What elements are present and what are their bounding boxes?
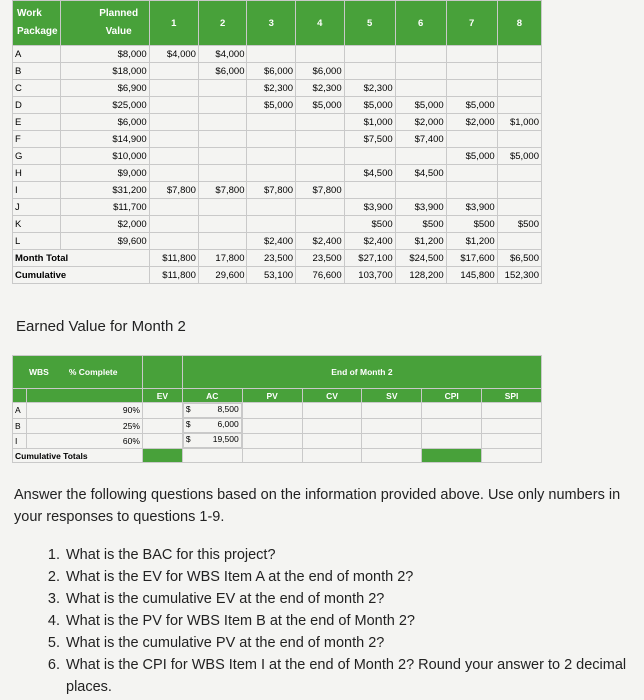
ev-row [13, 433, 542, 449]
row-month-8-value: $500 [497, 216, 541, 233]
cumulative-7: 145,800 [446, 267, 497, 284]
row-month-5-value [344, 148, 395, 165]
row-wp-label: E [13, 114, 61, 131]
ev-row-empty [362, 403, 422, 419]
ev-header-blank-1 [13, 389, 27, 403]
row-month-5-value: $3,900 [344, 199, 395, 216]
header-month-1: 1 [149, 1, 198, 46]
ev-row-ac-currency: $ [185, 419, 191, 429]
row-month-5-value: $2,300 [344, 80, 395, 97]
row-wp-label: D [13, 97, 61, 114]
ev-row [13, 403, 542, 419]
row-wp-label: J [13, 199, 61, 216]
month-total-label: Month Total [13, 250, 150, 267]
schedule-row [13, 114, 542, 131]
month-total-row [13, 250, 542, 267]
row-month-4-value: $7,800 [296, 182, 345, 199]
row-month-3-value [247, 131, 296, 148]
ev-row-empty [242, 433, 302, 449]
row-month-4-value [296, 165, 345, 182]
row-month-7-value [446, 131, 497, 148]
ev-totals-cell [422, 449, 482, 463]
schedule-header-row [13, 1, 542, 46]
ev-header-wbs-label: WBS [29, 367, 49, 377]
ev-row-ac [183, 418, 242, 433]
row-month-6-value: $5,000 [395, 97, 446, 114]
cumulative-1: $11,800 [149, 267, 198, 284]
row-month-7-value [446, 182, 497, 199]
ev-row-empty [422, 403, 482, 419]
row-month-8-value: $1,000 [497, 114, 541, 131]
schedule-row [13, 131, 542, 148]
cumulative-6: 128,200 [395, 267, 446, 284]
row-month-4-value [296, 114, 345, 131]
row-month-2-value [198, 97, 247, 114]
row-month-8-value [497, 131, 541, 148]
ev-row-ev [142, 433, 182, 449]
month-total-5: $27,100 [344, 250, 395, 267]
row-month-6-value [395, 46, 446, 63]
question-item: 6. What is the CPI for WBS Item I at the end of Month 2? Round your answer to 2 decimal places. [64, 654, 644, 698]
row-month-2-value [198, 148, 247, 165]
schedule-row [13, 233, 542, 250]
row-month-7-value: $5,000 [446, 148, 497, 165]
ev-row-ac-value: 6,000 [217, 419, 239, 429]
row-month-3-value: $5,000 [247, 97, 296, 114]
header-month-2: 2 [198, 1, 247, 46]
row-planned-value: $11,700 [60, 199, 149, 216]
row-month-4-value: $2,300 [296, 80, 345, 97]
header-month-3: 3 [247, 1, 296, 46]
row-wp-label: K [13, 216, 61, 233]
ev-row-empty [242, 418, 302, 433]
row-month-2-value [198, 233, 247, 250]
section-title: Earned Value for Month 2 [16, 318, 186, 335]
row-month-1-value [149, 131, 198, 148]
row-month-4-value [296, 46, 345, 63]
schedule-row [13, 148, 542, 165]
row-month-4-value [296, 131, 345, 148]
question-item: 5. What is the cumulative PV at the end of month 2? [64, 632, 644, 654]
row-month-1-value [149, 114, 198, 131]
row-month-3-value [247, 199, 296, 216]
header-month-7: 7 [446, 1, 497, 46]
ev-row-ac-currency: $ [185, 434, 191, 444]
ev-row-empty [422, 433, 482, 449]
row-month-5-value: $500 [344, 216, 395, 233]
row-month-8-value: $5,000 [497, 148, 541, 165]
question-list [44, 544, 644, 698]
schedule-row [13, 165, 542, 182]
schedule-row [13, 199, 542, 216]
ev-header-col-ev: EV [142, 389, 182, 403]
ev-row-empty [422, 418, 482, 433]
cumulative-2: 29,600 [198, 267, 247, 284]
ev-row-ev [142, 403, 182, 419]
row-month-7-value: $2,000 [446, 114, 497, 131]
ev-row-ac-value: 8,500 [217, 404, 239, 414]
ev-header-col-cpi: CPI [422, 389, 482, 403]
row-month-6-value: $7,400 [395, 131, 446, 148]
row-planned-value: $2,000 [60, 216, 149, 233]
schedule-sheet [12, 0, 542, 284]
row-month-4-value [296, 148, 345, 165]
schedule-row [13, 216, 542, 233]
ev-header-row-1 [13, 356, 542, 389]
ev-row-empty [362, 418, 422, 433]
ev-totals-cell [302, 449, 362, 463]
question-item: 3. What is the cumulative EV at the end of month 2? [64, 588, 644, 610]
row-month-6-value: $500 [395, 216, 446, 233]
row-month-8-value [497, 165, 541, 182]
row-month-2-value: $4,000 [198, 46, 247, 63]
ev-header-col-spi: SPI [482, 389, 542, 403]
ev-totals-cell [142, 449, 182, 463]
row-month-6-value: $3,900 [395, 199, 446, 216]
month-total-7: $17,600 [446, 250, 497, 267]
row-month-3-value [247, 165, 296, 182]
row-month-2-value [198, 216, 247, 233]
row-month-3-value: $6,000 [247, 63, 296, 80]
row-month-8-value [497, 97, 541, 114]
row-month-2-value: $7,800 [198, 182, 247, 199]
month-total-2: 17,800 [198, 250, 247, 267]
row-month-1-value [149, 63, 198, 80]
row-month-5-value [344, 182, 395, 199]
ev-header-pct-label: % Complete [68, 367, 118, 377]
row-month-2-value [198, 114, 247, 131]
cumulative-8: 152,300 [497, 267, 541, 284]
row-month-1-value [149, 97, 198, 114]
schedule-table [12, 0, 542, 284]
row-month-7-value [446, 46, 497, 63]
ev-totals-cell [362, 449, 422, 463]
ev-table [12, 355, 542, 463]
row-planned-value: $6,000 [60, 114, 149, 131]
row-month-6-value [395, 182, 446, 199]
row-month-2-value [198, 80, 247, 97]
ev-row-ev [142, 418, 182, 433]
month-total-4: 23,500 [296, 250, 345, 267]
row-month-7-value: $3,900 [446, 199, 497, 216]
row-wp-label: H [13, 165, 61, 182]
row-month-4-value [296, 216, 345, 233]
row-month-4-value: $6,000 [296, 63, 345, 80]
row-month-7-value [446, 80, 497, 97]
ev-row-empty [302, 433, 362, 449]
cumulative-3: 53,100 [247, 267, 296, 284]
row-month-5-value: $2,400 [344, 233, 395, 250]
ev-sheet [12, 355, 542, 463]
row-month-2-value [198, 131, 247, 148]
ev-row-wbs: B [13, 418, 27, 433]
header-work-package: Work Package [13, 1, 61, 46]
ev-totals-cell [482, 449, 542, 463]
row-month-8-value [497, 80, 541, 97]
row-planned-value: $6,900 [60, 80, 149, 97]
row-month-3-value [247, 216, 296, 233]
row-month-6-value [395, 80, 446, 97]
row-month-5-value [344, 46, 395, 63]
month-total-8: $6,500 [497, 250, 541, 267]
ev-row-empty [482, 403, 542, 419]
ev-row-wbs: A [13, 403, 27, 419]
ev-row-empty [482, 418, 542, 433]
row-month-5-value: $4,500 [344, 165, 395, 182]
row-month-2-value [198, 199, 247, 216]
row-month-6-value [395, 63, 446, 80]
ev-totals-row [13, 449, 542, 463]
row-month-7-value: $500 [446, 216, 497, 233]
ev-header-blank-2 [26, 389, 142, 403]
schedule-row [13, 46, 542, 63]
ev-row-empty [482, 433, 542, 449]
ev-header-col-pv: PV [242, 389, 302, 403]
row-month-4-value: $2,400 [296, 233, 345, 250]
ev-row-ac [183, 403, 242, 418]
row-month-1-value [149, 80, 198, 97]
row-month-4-value [296, 199, 345, 216]
row-month-3-value [247, 148, 296, 165]
row-month-8-value [497, 233, 541, 250]
row-month-2-value: $6,000 [198, 63, 247, 80]
cumulative-5: 103,700 [344, 267, 395, 284]
ev-row-empty [362, 433, 422, 449]
row-month-3-value: $2,300 [247, 80, 296, 97]
cumulative-label: Cumulative [13, 267, 150, 284]
ev-row-ac [183, 433, 242, 448]
row-month-4-value: $5,000 [296, 97, 345, 114]
ev-header-col-ac: AC [182, 389, 242, 403]
row-planned-value: $18,000 [60, 63, 149, 80]
row-month-1-value: $4,000 [149, 46, 198, 63]
row-planned-value: $9,000 [60, 165, 149, 182]
instructions-text: Answer the following questions based on the information provided above. Use only numbers in your responses to questions 1-9. [14, 487, 621, 525]
month-total-3: 23,500 [247, 250, 296, 267]
cumulative-row [13, 267, 542, 284]
schedule-row [13, 80, 542, 97]
row-month-6-value: $2,000 [395, 114, 446, 131]
row-month-1-value [149, 216, 198, 233]
row-month-1-value [149, 148, 198, 165]
header-month-6: 6 [395, 1, 446, 46]
ev-header-col-sv: SV [362, 389, 422, 403]
row-planned-value: $9,600 [60, 233, 149, 250]
row-wp-label: I [13, 182, 61, 199]
row-month-7-value [446, 165, 497, 182]
cumulative-4: 76,600 [296, 267, 345, 284]
month-total-1: $11,800 [149, 250, 198, 267]
schedule-row [13, 97, 542, 114]
row-planned-value: $8,000 [60, 46, 149, 63]
question-item: 2. What is the EV for WBS Item A at the end of month 2? [64, 566, 644, 588]
row-wp-label: B [13, 63, 61, 80]
ev-row-pct: 90% [26, 403, 142, 419]
header-planned-value: Planned Value [60, 1, 149, 46]
schedule-row [13, 182, 542, 199]
ev-row-ac-currency: $ [185, 404, 191, 414]
ev-header-col-cv: CV [302, 389, 362, 403]
row-planned-value: $31,200 [60, 182, 149, 199]
row-wp-label: C [13, 80, 61, 97]
row-month-3-value: $2,400 [247, 233, 296, 250]
row-month-5-value: $5,000 [344, 97, 395, 114]
ev-header-spacer [142, 356, 182, 389]
ev-row-empty [302, 403, 362, 419]
ev-row-empty [242, 403, 302, 419]
row-wp-label: L [13, 233, 61, 250]
header-month-5: 5 [344, 1, 395, 46]
row-month-3-value [247, 46, 296, 63]
row-month-5-value: $1,000 [344, 114, 395, 131]
ev-row-pct: 25% [26, 418, 142, 433]
row-month-1-value: $7,800 [149, 182, 198, 199]
row-month-2-value [198, 165, 247, 182]
ev-header-wbs [13, 356, 143, 389]
row-month-6-value [395, 148, 446, 165]
row-month-8-value [497, 63, 541, 80]
ev-row [13, 418, 542, 433]
ev-row-wbs: I [13, 433, 27, 449]
question-item: 4. What is the PV for WBS Item B at the end of Month 2? [64, 610, 644, 632]
row-month-1-value [149, 233, 198, 250]
ev-totals-cell [182, 449, 242, 463]
row-month-5-value: $7,500 [344, 131, 395, 148]
ev-row-ac-value: 19,500 [212, 434, 239, 444]
ev-header-row-2 [13, 389, 542, 403]
row-planned-value: $10,000 [60, 148, 149, 165]
ev-row-empty [302, 418, 362, 433]
row-month-5-value [344, 63, 395, 80]
row-month-3-value: $7,800 [247, 182, 296, 199]
row-month-7-value: $1,200 [446, 233, 497, 250]
schedule-row [13, 63, 542, 80]
row-wp-label: G [13, 148, 61, 165]
ev-totals-cell [242, 449, 302, 463]
ev-header-end-of-month: End of Month 2 [182, 356, 541, 389]
row-planned-value: $14,900 [60, 131, 149, 148]
row-wp-label: A [13, 46, 61, 63]
ev-row-pct: 60% [26, 433, 142, 449]
row-planned-value: $25,000 [60, 97, 149, 114]
header-month-8: 8 [497, 1, 541, 46]
row-month-1-value [149, 199, 198, 216]
ev-totals-label: Cumulative Totals [13, 449, 143, 463]
header-month-4: 4 [296, 1, 345, 46]
row-month-8-value [497, 46, 541, 63]
row-month-8-value [497, 182, 541, 199]
month-total-6: $24,500 [395, 250, 446, 267]
row-month-3-value [247, 114, 296, 131]
row-month-6-value: $4,500 [395, 165, 446, 182]
row-month-1-value [149, 165, 198, 182]
row-month-8-value [497, 199, 541, 216]
row-month-7-value: $5,000 [446, 97, 497, 114]
question-item: 1. What is the BAC for this project? [64, 544, 644, 566]
row-wp-label: F [13, 131, 61, 148]
row-month-6-value: $1,200 [395, 233, 446, 250]
row-month-7-value [446, 63, 497, 80]
